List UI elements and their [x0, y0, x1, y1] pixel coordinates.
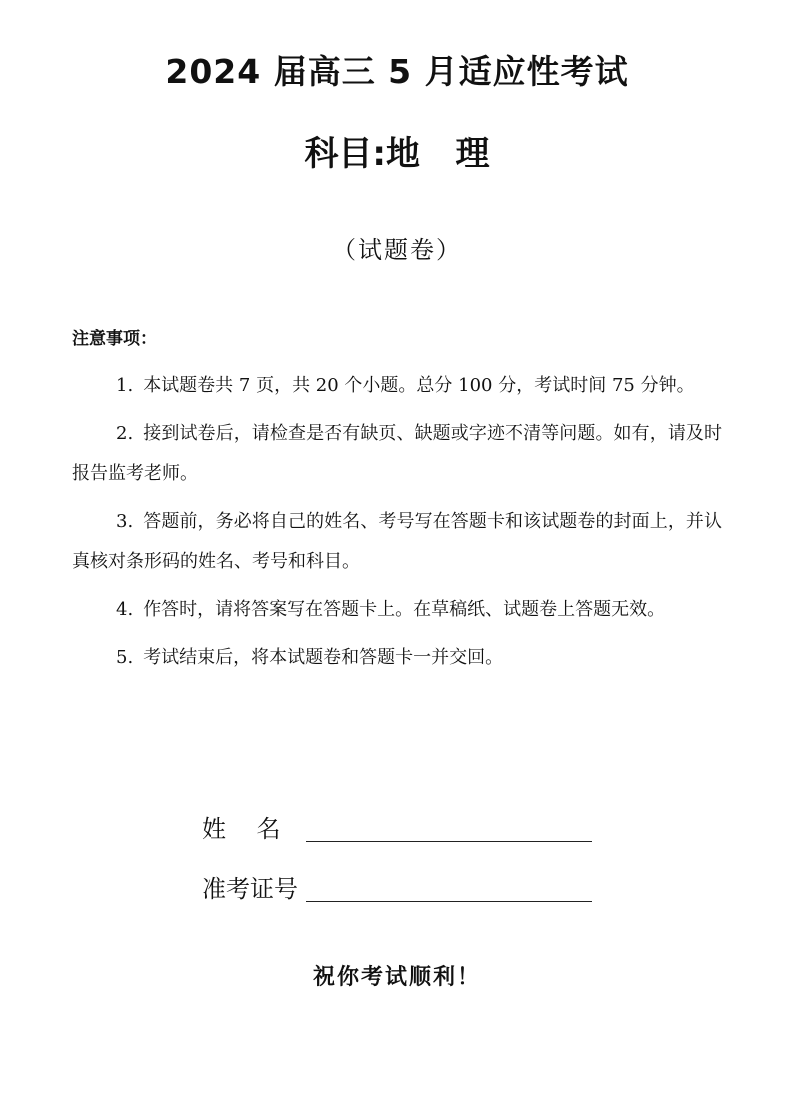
- notice-item: [72, 502, 722, 582]
- ticket-number-label: 准考证号: [202, 875, 298, 903]
- notice-list: [72, 366, 722, 686]
- notice-item: [72, 638, 722, 678]
- name-field-label: 姓 名: [202, 815, 281, 843]
- name-field-row: [202, 806, 592, 846]
- notice-item-number: 4.: [116, 599, 134, 620]
- notice-item-text: 本试题卷共 7 页，共 20 个小题。总分 100 分，考试时间 75 分钟。: [143, 375, 695, 396]
- notice-item-number: 5.: [116, 647, 134, 668]
- notice-item: [72, 414, 722, 494]
- paper-type-label: （试题卷）: [332, 236, 462, 264]
- exam-title: 2024 届高三 5 月适应性考试: [165, 52, 629, 91]
- ticket-field-row: [202, 866, 592, 906]
- notice-item: [72, 366, 722, 406]
- name-field-line[interactable]: [306, 811, 592, 842]
- notice-item: [72, 590, 722, 630]
- notice-heading: 注意事项：: [72, 329, 157, 349]
- notice-item-text: 答题前，务必将自己的姓名、考号写在答题卡和该试题卷的封面上，并认真核对条形码的姓名、考号和科目。: [72, 511, 722, 572]
- notice-item-number: 2.: [116, 423, 134, 444]
- notice-item-number: 1.: [116, 375, 134, 396]
- notice-item-text: 接到试卷后，请检查是否有缺页、缺题或字迹不清等问题。如有，请及时报告监考老师。: [72, 423, 722, 484]
- notice-item-number: 3.: [116, 511, 134, 532]
- notice-item-text: 考试结束后，将本试题卷和答题卡一并交回。: [143, 647, 504, 668]
- notice-item-text: 作答时，请将答案写在答题卡上。在草稿纸、试题卷上答题无效。: [143, 599, 666, 620]
- subject-title: 科目:地 理: [304, 134, 490, 174]
- blessing-text: 祝你考试顺利！: [312, 965, 481, 990]
- ticket-number-line[interactable]: [306, 871, 592, 902]
